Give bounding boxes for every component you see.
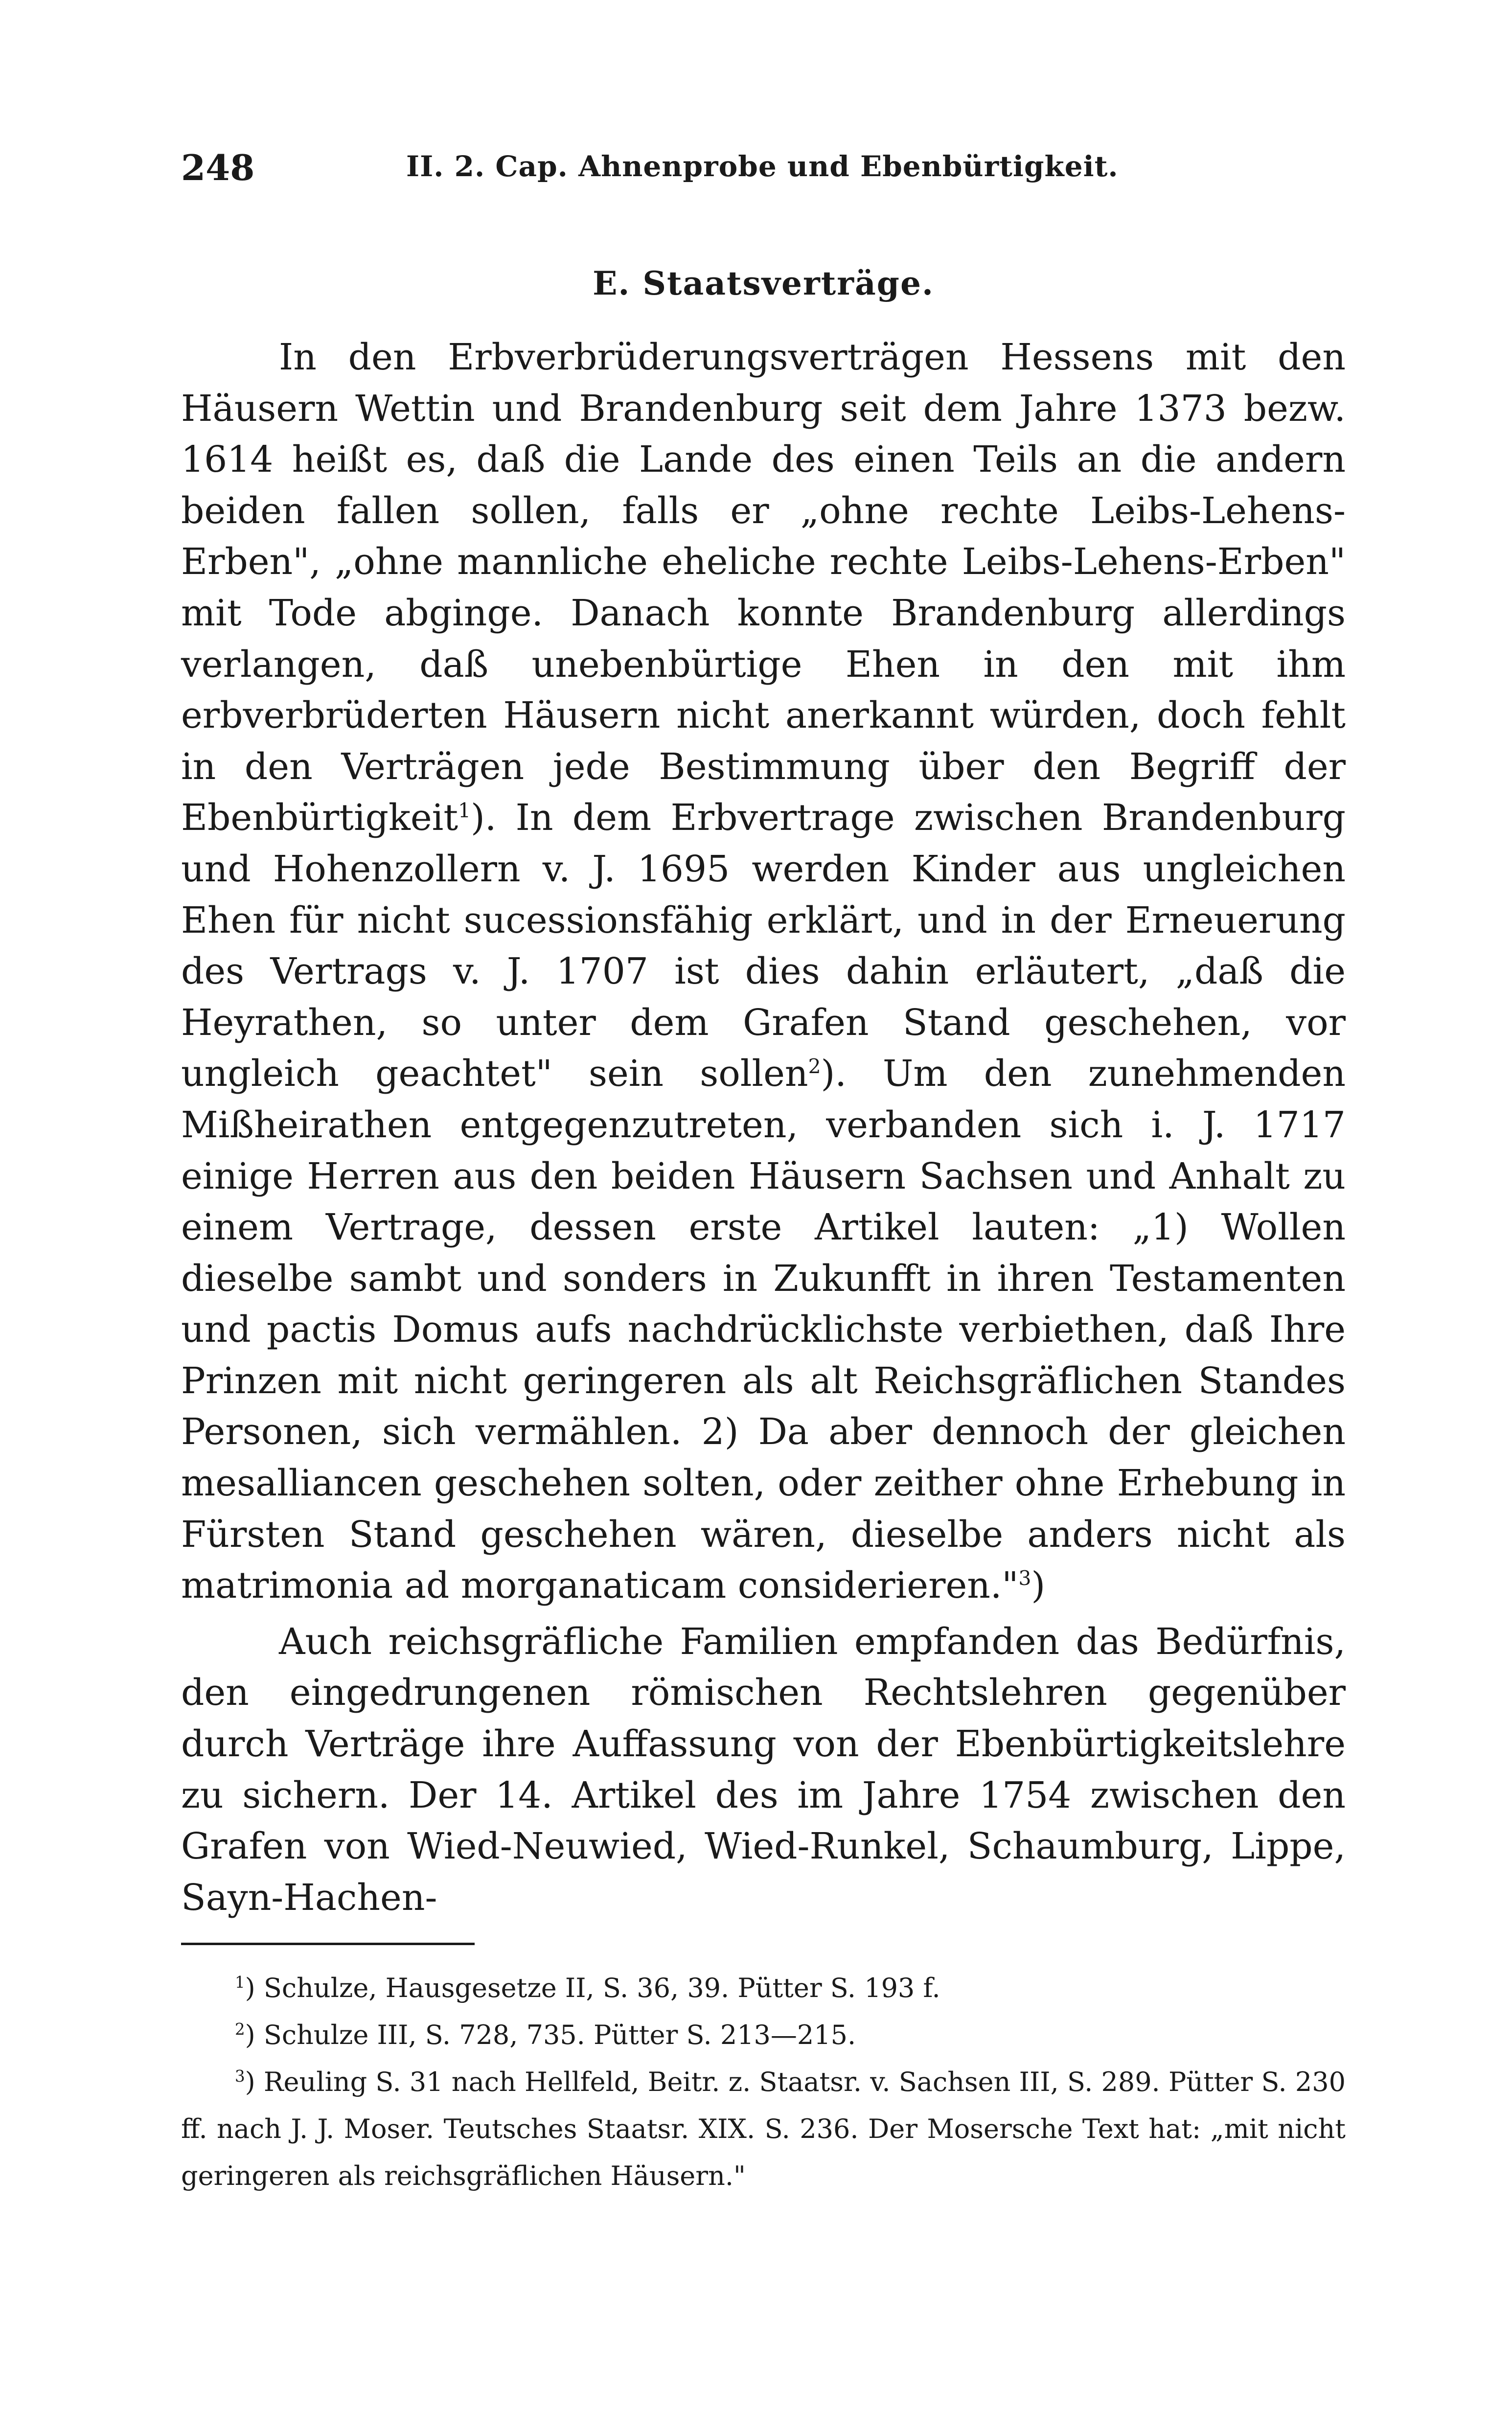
footnote-number: 3: [235, 2067, 245, 2086]
footnotes: [181, 1965, 1346, 2200]
footnote-text: ) Schulze, Hausgesetze II, S. 36, 39. Pütter S. 193 f.: [245, 1973, 940, 2004]
footnote-divider: [181, 1943, 475, 1945]
footnote-3: [181, 2059, 1346, 2200]
running-head: II. 2. Cap. Ahnenprobe und Ebenbürtigkeit.: [406, 150, 1119, 183]
footnote-number: 1: [235, 1973, 245, 1992]
footnote-marker-1: 1: [458, 799, 471, 823]
body-paragraph-2: Auch reichsgräfliche Familien empfanden das Bedürfnis, den eingedrungenen römischen Rechtslehren gegenüber durch Verträge ihre Auffassung von der Ebenbürtigkeitslehre zu sichern. Der 14. Artikel des im Jahre 1754 zwischen den Grafen von Wied-Neuwied, Wied-Runkel, Schaumburg, Lippe, Sayn-Hachen-: [181, 1620, 1346, 1919]
footnote-number: 2: [235, 2020, 245, 2039]
section-heading: E. Staatsverträge.: [593, 264, 934, 302]
footnote-2: [181, 2012, 1346, 2059]
page-header: [181, 147, 1346, 201]
body-paragraph-1: [181, 332, 1346, 1611]
paragraph-text: ). Um den zunehmenden Mißheirathen entgegenzutreten, verbanden sich i. J. 1717 einige Herren aus den beiden Häusern Sachsen und Anhalt zu einem Vertrage, dessen erste Artikel lauten: „1) Wollen dieselbe sambt und sonders in Zukunfft in ihren Testamenten und pactis Domus aufs nachdrücklichste verbiethen, daß Ihre Prinzen mit nicht geringeren als alt Reichsgräflichen Standes Personen, sich vermählen. 2) Da aber dennoch der gleichen mesalliancen geschehen solten, oder zeither ohne Erhebung in Fürsten Stand geschehen wären, dieselbe anders nicht als matrimonia ad morganaticam considerieren.": [181, 1053, 1346, 1607]
footnote-text: ) Schulze III, S. 728, 735. Pütter S. 213—215.: [245, 2020, 856, 2051]
footnote-marker-3: 3: [1018, 1566, 1031, 1590]
paragraph-text: ). In dem Erbvertrage zwischen Brandenburg und Hohenzollern v. J. 1695 werden Kinder aus ungleichen Ehen für nicht sucessionsfähig erklärt, und in der Erneuerung des Vertrags v. J. 1707 ist dies dahin erläutert, „daß die Heyrathen, so unter dem Grafen Stand geschehen, vor ungleich geachtet" sein sollen: [181, 797, 1346, 1095]
footnote-text: ) Reuling S. 31 nach Hellfeld, Beitr. z. Staatsr. v. Sachsen III, S. 289. Pütter S. 230 ff. nach J. J. Moser. Teutsches Staatsr. XIX. S. 236. Der Mosersche Text hat: „mit nicht geringeren als reichsgräflichen Häusern.": [181, 2066, 1346, 2192]
paragraph-text: In den Erbverbrüderungsverträgen Hessens mit den Häusern Wettin und Brandenburg seit dem Jahre 1373 bezw. 1614 heißt es, daß die Lande des einen Teils an die andern beiden fallen sollen, falls er „ohne rechte Leibs-Lehens-Erben", „ohne mannliche eheliche rechte Leibs-Lehens-Erben" mit Tode abginge. Danach konnte Brandenburg allerdings verlangen, daß unebenbürtige Ehen in den mit ihm erbverbrüderten Häusern nicht anerkannt würden, doch fehlt in den Verträgen jede Bestimmung über den Begriff der Ebenbürtigkeit: [181, 336, 1346, 839]
page-number: 248: [181, 147, 255, 188]
footnote-1: [181, 1965, 1346, 2012]
book-page: [181, 147, 1346, 2200]
paragraph-text: ): [1031, 1564, 1046, 1607]
footnote-marker-2: 2: [808, 1055, 821, 1079]
